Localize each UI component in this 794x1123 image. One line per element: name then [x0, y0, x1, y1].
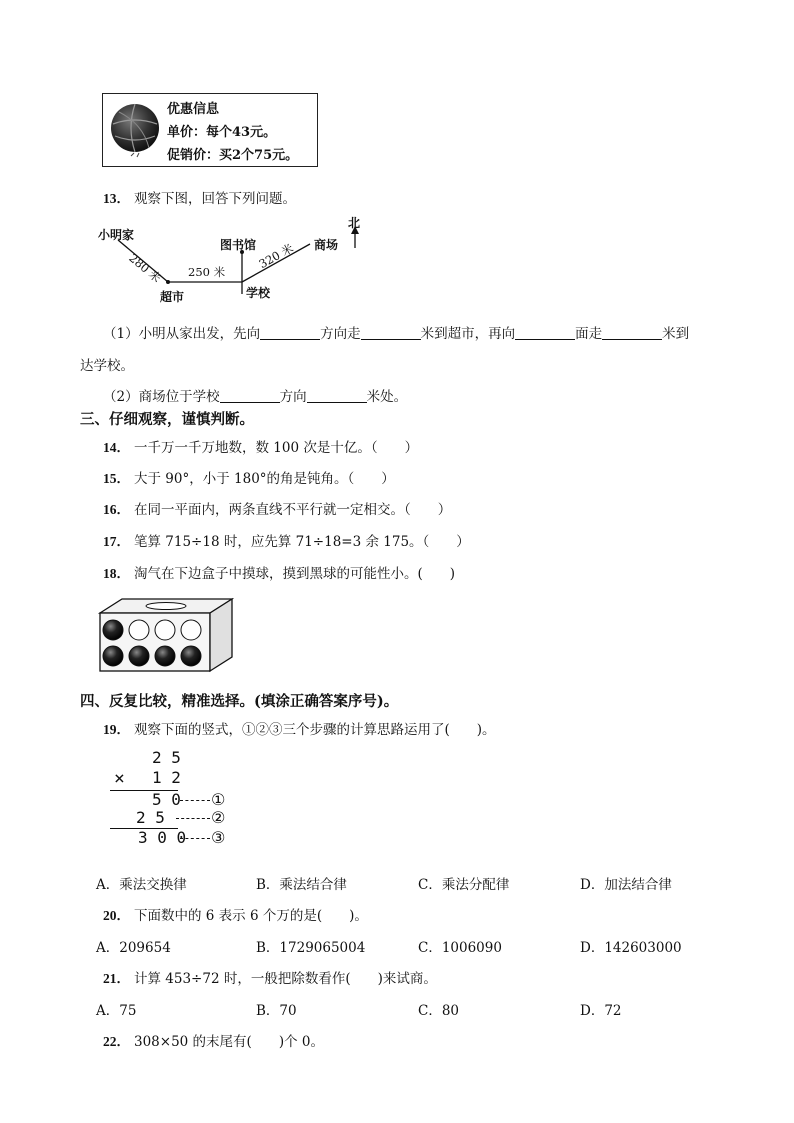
part-1-text-c: 米到超市，再向	[420, 326, 516, 342]
leader-line-1	[180, 800, 210, 801]
step-marker-1: ①	[211, 790, 226, 809]
question-22	[103, 1030, 324, 1050]
question-text: 观察下图，回答下列问题。	[134, 191, 296, 207]
q21-option-c[interactable]: C．80	[418, 1003, 460, 1019]
answer-blank[interactable]	[361, 325, 421, 340]
q21-option-a[interactable]: A．75	[96, 1003, 137, 1019]
q20-option-a[interactable]: A．209654	[96, 940, 171, 956]
part-2-text-a: （2）商场位于学校	[103, 389, 220, 405]
map-distance-2: 250 米	[188, 265, 226, 279]
promo-sale-price: 促销价：买2个75元。	[167, 148, 299, 163]
part-1-text-b: 方向走	[320, 326, 361, 342]
question-text: 大于 90°，小于 180°的角是钝角。（ ）	[134, 471, 395, 487]
question-13-part-1-cont: 达学校。	[80, 358, 134, 374]
leader-line-2	[176, 818, 210, 819]
q20-option-c[interactable]: C．1006090	[418, 940, 502, 956]
map-label-mall: 商场	[314, 238, 339, 252]
question-number: 19．	[103, 722, 130, 737]
map-label-home: 小明家	[98, 228, 135, 242]
q19-option-c[interactable]: C．乘法分配律	[418, 877, 510, 893]
question-13-part-2	[103, 385, 407, 405]
map-label-supermarket: 超市	[160, 290, 185, 304]
map-distance-3: 320 米	[256, 240, 296, 272]
leader-line-3	[180, 838, 210, 839]
multiplier: 1 2	[152, 768, 181, 787]
section-4-heading: 四、反复比较，精准选择。(填涂正确答案序号)。	[80, 693, 399, 710]
promo-unit-price: 单价：每个43元。	[167, 125, 277, 140]
route-map	[96, 218, 366, 306]
partial-product-2: 2 5	[136, 808, 165, 827]
product: 3 0 0	[138, 828, 187, 847]
answer-blank[interactable]	[602, 325, 662, 340]
q21-option-b[interactable]: B．70	[256, 1003, 297, 1019]
answer-blank[interactable]	[260, 325, 320, 340]
question-13	[103, 187, 296, 207]
question-number: 17．	[103, 534, 130, 549]
q20-option-b[interactable]: B．1729065004	[256, 940, 366, 956]
map-distance-1: 280 米	[126, 250, 164, 286]
question-17	[103, 530, 470, 550]
part-2-text-c: 米处。	[366, 389, 408, 405]
q19-option-a[interactable]: A．乘法交换律	[96, 877, 187, 893]
question-text: 计算 453÷72 时，一般把除数看作( )来试商。	[134, 971, 437, 987]
part-2-text-b: 方向	[279, 389, 307, 405]
question-number: 16．	[103, 502, 130, 517]
part-1-text-a: （1）小明从家出发，先向	[103, 326, 261, 342]
partial-product-1: 5 0	[152, 790, 181, 809]
promo-box	[102, 93, 318, 167]
question-text: 笔算 715÷18 时，应先算 71÷18=3 余 175。（ ）	[134, 534, 470, 550]
map-label-school: 学校	[246, 286, 271, 300]
promo-title: 优惠信息	[167, 102, 220, 117]
question-19	[103, 718, 496, 738]
question-21	[103, 967, 437, 987]
question-number: 22．	[103, 1034, 130, 1049]
q21-option-d[interactable]: D．72	[580, 1003, 622, 1019]
basketball-icon	[109, 102, 161, 158]
section-3-heading: 三、仔细观察，谨慎判断。	[80, 411, 254, 428]
answer-blank[interactable]	[515, 325, 575, 340]
ball-box-illustration	[98, 597, 234, 673]
question-20	[103, 904, 368, 924]
vertical-multiplication	[108, 748, 238, 852]
question-18	[103, 562, 455, 582]
question-text: 下面数中的 6 表示 6 个万的是( )。	[134, 908, 368, 924]
q19-option-b[interactable]: B．乘法结合律	[256, 877, 347, 893]
question-16	[103, 498, 451, 518]
question-text: 一千万一千万地数，数 100 次是十亿。（ ）	[134, 440, 419, 456]
answer-blank[interactable]	[307, 388, 367, 403]
question-14	[103, 436, 418, 456]
question-text: 淘气在下边盒子中摸球，摸到黑球的可能性小。( )	[134, 566, 456, 582]
question-number: 15．	[103, 471, 130, 486]
question-number: 18．	[103, 566, 130, 581]
question-number: 13．	[103, 191, 130, 206]
question-number: 14．	[103, 440, 130, 455]
step-marker-3: ③	[211, 828, 226, 847]
question-number: 20．	[103, 908, 130, 923]
question-number: 21．	[103, 971, 130, 986]
map-label-library: 图书馆	[220, 238, 257, 252]
times-sign: ×	[114, 768, 125, 789]
question-text: 观察下面的竖式，①②③三个步骤的计算思路运用了( )。	[134, 722, 496, 738]
map-label-north: 北	[348, 216, 361, 230]
multiplicand: 2 5	[152, 748, 181, 767]
part-1-text-d: 面走	[575, 326, 603, 342]
question-13-part-1	[103, 322, 689, 342]
answer-blank[interactable]	[220, 388, 280, 403]
q19-option-d[interactable]: D．加法结合律	[580, 877, 672, 893]
question-text: 308×50 的末尾有( )个 0。	[134, 1034, 324, 1050]
question-15	[103, 467, 395, 487]
step-marker-2: ②	[211, 808, 226, 827]
question-text: 在同一平面内，两条直线不平行就一定相交。（ ）	[134, 502, 452, 518]
q20-option-d[interactable]: D．142603000	[580, 940, 682, 956]
part-1-text-e: 米到	[662, 326, 690, 342]
